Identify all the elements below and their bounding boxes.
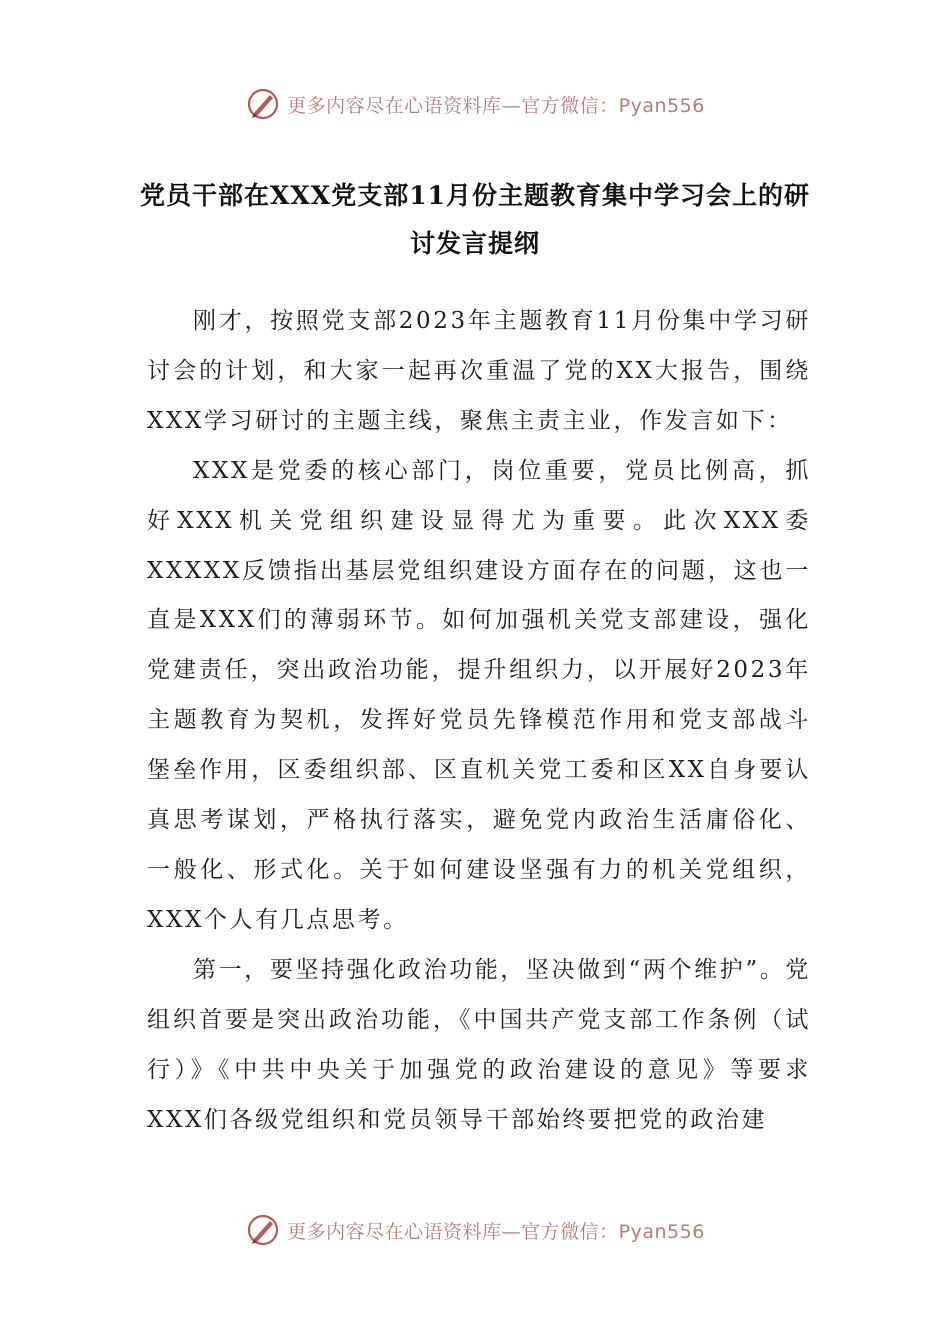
header-watermark-banner [0, 84, 950, 124]
footer-watermark-banner [0, 1210, 950, 1250]
document-body [147, 297, 811, 1145]
watermark-text: 更多内容尽在心语资料库—官方微信：Pyan556 [287, 1220, 705, 1243]
pen-circle-icon [245, 1212, 281, 1248]
document-title: 党员干部在XXX党支部11月份主题教育集中学习会上的研讨发言提纲 [140, 181, 810, 258]
paragraph-2: XXX是党委的核心部门，岗位重要，党员比例高，抓好XXX机关党组织建设显得尤为重要。此次XXX委XXXXX反馈指出基层党组织建设方面存在的问题，这也一直是XXX们的薄弱环节。如何加强机关党支部建设，强化党建责任，突出政治功能，提升组织力，以开展好2023年主题教育为契机，发挥好党员先锋模范作用和党支部战斗堡垒作用，区委组织部、区直机关党工委和区XX自身要认真思考谋划，严格执行落实，避免党内政治生活庸俗化、一般化、形式化。关于如何建设坚强有力的机关党组织，XXX个人有几点思考。 [147, 457, 811, 933]
watermark-text: 更多内容尽在心语资料库—官方微信：Pyan556 [287, 94, 705, 117]
paragraph-1: 刚才，按照党支部2023年主题教育11月份集中学习研讨会的计划，和大家一起再次重温了党的XX大报告，围绕XXX学习研讨的主题主线，聚焦主责主业，作发言如下： [147, 308, 811, 434]
paragraph-3: 第一，要坚持强化政治功能，坚决做到“两个维护”。党组织首要是突出政治功能，《中国共产党支部工作条例（试行）》《中共中央关于加强党的政治建设的意见》等要求XXX们各级党组织和党员领导干部始终要把党的政治建 [147, 956, 811, 1133]
wechat-id: Pyan556 [618, 1220, 705, 1243]
pen-circle-icon [245, 86, 281, 122]
wechat-id: Pyan556 [618, 94, 705, 117]
